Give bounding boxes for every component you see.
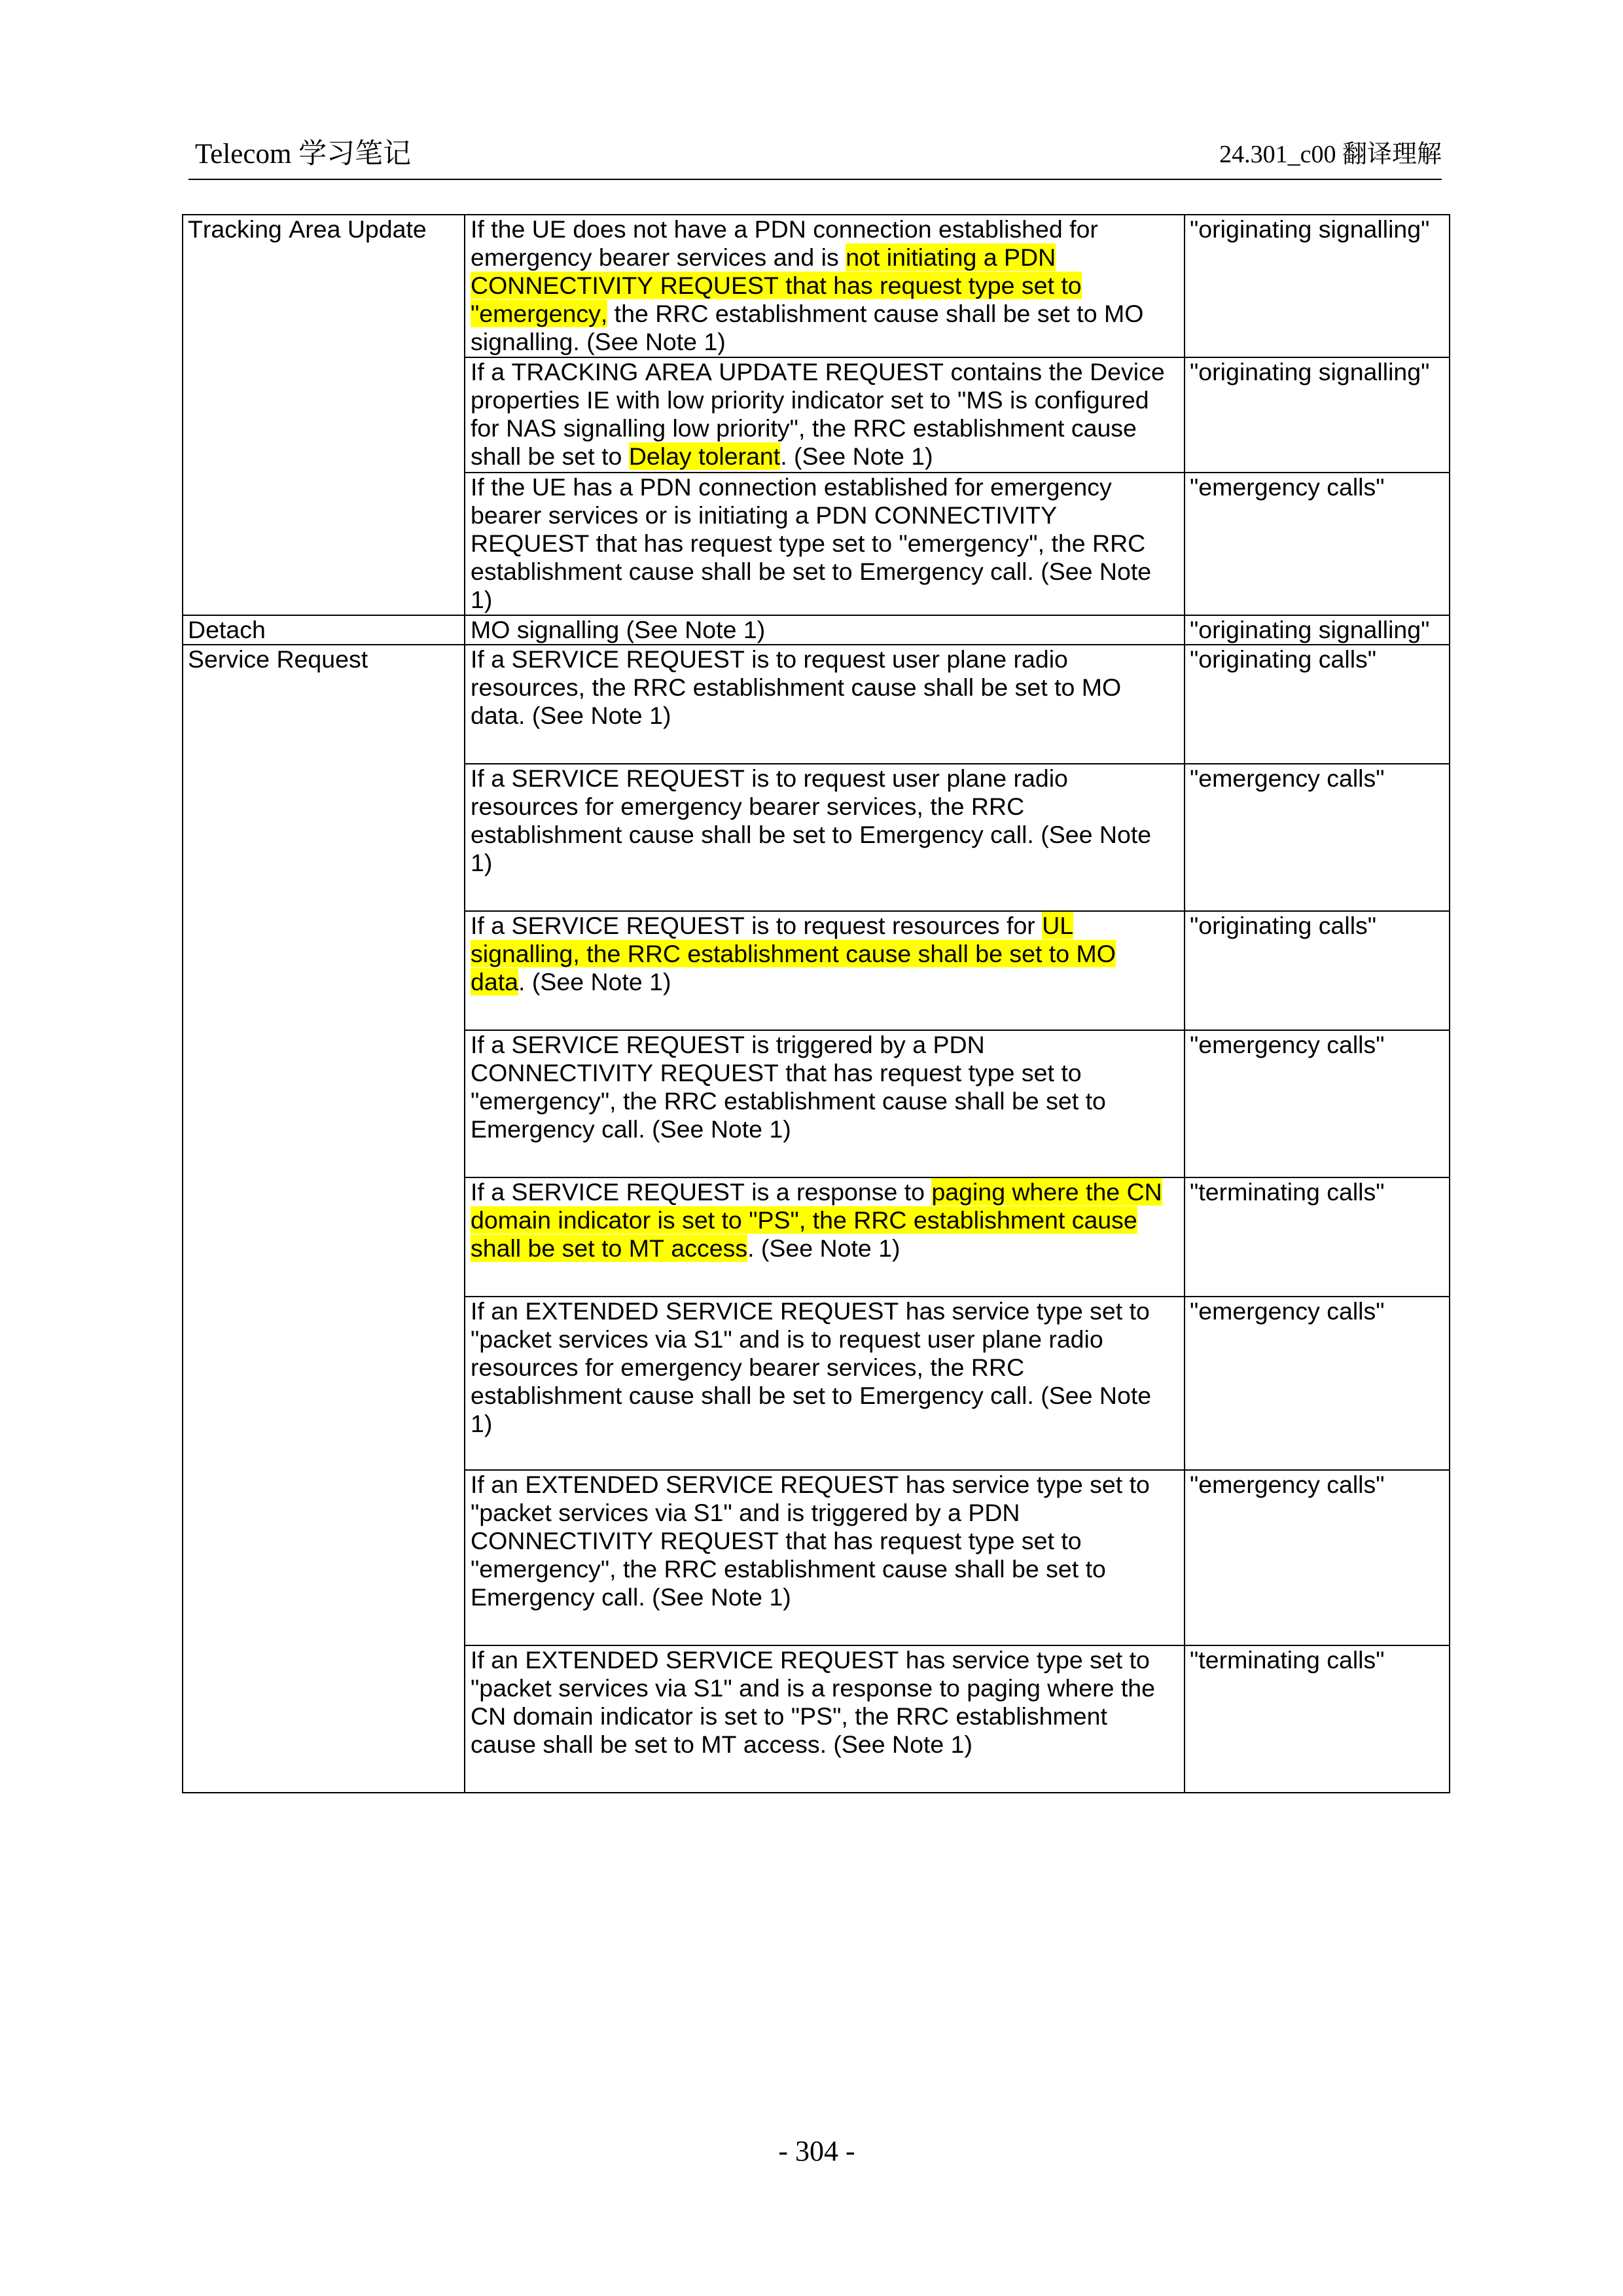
condition-text: the RRC establishment cause shall be set to MO signalling. (See Note 1) xyxy=(471,300,1144,355)
establishment-cause: "emergency calls" xyxy=(1190,1297,1385,1325)
condition-cell xyxy=(465,358,1185,473)
establishment-cause-cell xyxy=(1185,215,1450,358)
condition-text: If an EXTENDED SERVICE REQUEST has service type set to "packet services via S1" and is to request user plane radio resources for emergency bearer services, the RRC establishment cause shall be set to Emergency call. (See Note 1) xyxy=(471,1297,1152,1437)
condition-text: If a TRACKING AREA UPDATE REQUEST contains the Device properties IE with low priority indicator set to "MS is configured for NAS signalling low priority", the RRC establishment cause shall be set to xyxy=(471,358,1165,470)
condition-cell xyxy=(465,1471,1185,1646)
establishment-cause-cell xyxy=(1185,1178,1450,1297)
establishment-cause-cell xyxy=(1185,616,1450,645)
procedure-name: Tracking Area Update xyxy=(188,215,427,243)
highlighted-text: UL signalling, the RRC establishment cause shall be set to MO data xyxy=(471,912,1116,996)
condition-text: If a SERVICE REQUEST is to request user plane radio resources, the RRC establishment cause shall be set to MO data. (See Note 1) xyxy=(471,645,1122,729)
condition-text: . (See Note 1) xyxy=(518,968,671,996)
condition-text: MO signalling (See Note 1) xyxy=(471,616,766,643)
header-rule xyxy=(188,179,1442,180)
establishment-cause: "terminating calls" xyxy=(1190,1178,1385,1206)
condition-cell xyxy=(465,645,1185,764)
condition-cell xyxy=(465,616,1185,645)
establishment-cause: "originating calls" xyxy=(1190,912,1377,939)
condition-text: If a SERVICE REQUEST is to request resources for xyxy=(471,912,1043,939)
rrc-establishment-cause-table xyxy=(182,214,1450,1793)
condition-cell xyxy=(465,1178,1185,1297)
condition-cell xyxy=(465,1297,1185,1471)
condition-cell xyxy=(465,215,1185,358)
condition-text: . (See Note 1) xyxy=(780,442,933,470)
running-header-title: Telecom 学习笔记 xyxy=(195,139,412,170)
highlighted-text: paging where the CN domain indicator is set to "PS", the RRC establishment cause shall be set to MT access xyxy=(471,1178,1162,1262)
condition-cell xyxy=(465,1646,1185,1793)
condition-text: If a SERVICE REQUEST is to request user plane radio resources for emergency bearer services, the RRC establishment cause shall be set to Emergency call. (See Note 1) xyxy=(471,764,1152,876)
establishment-cause: "emergency calls" xyxy=(1190,764,1385,792)
condition-text: If an EXTENDED SERVICE REQUEST has service type set to "packet services via S1" and is triggered by a PDN CONNECTIVITY REQUEST that has request type set to "emergency", the RRC establishment cause shall be set to Emergency call. (See Note 1) xyxy=(471,1471,1150,1611)
condition-text: . (See Note 1) xyxy=(747,1234,901,1262)
establishment-cause-cell xyxy=(1185,1646,1450,1793)
establishment-cause: "terminating calls" xyxy=(1190,1646,1385,1674)
procedure-cell xyxy=(183,215,465,616)
establishment-cause: "emergency calls" xyxy=(1190,1471,1385,1498)
running-header-doc-ref: 24.301_c00 翻译理解 xyxy=(1219,141,1442,168)
establishment-cause-cell xyxy=(1185,358,1450,473)
establishment-cause: "emergency calls" xyxy=(1190,473,1385,501)
establishment-cause: "originating signalling" xyxy=(1190,215,1430,243)
procedure-cell xyxy=(183,645,465,1793)
condition-text: If a SERVICE REQUEST is a response to xyxy=(471,1178,932,1206)
establishment-cause-cell xyxy=(1185,1031,1450,1178)
condition-cell xyxy=(465,473,1185,616)
page-number: - 304 - xyxy=(778,2135,855,2167)
procedure-name: Service Request xyxy=(188,645,368,673)
establishment-cause: "emergency calls" xyxy=(1190,1031,1385,1058)
condition-text: If a SERVICE REQUEST is triggered by a PDN CONNECTIVITY REQUEST that has request type set to "emergency", the RRC establishment cause shall be set to Emergency call. (See Note 1) xyxy=(471,1031,1106,1143)
establishment-cause: "originating calls" xyxy=(1190,645,1377,673)
condition-text: If an EXTENDED SERVICE REQUEST has service type set to "packet services via S1" and is a response to paging where the CN domain indicator is set to "PS", the RRC establishment cause shall be set to MT access. (See Note 1) xyxy=(471,1646,1155,1758)
establishment-cause-cell xyxy=(1185,645,1450,764)
establishment-cause-cell xyxy=(1185,1471,1450,1646)
condition-text: If the UE does not have a PDN connection established for emergency bearer services and is xyxy=(471,215,1098,271)
establishment-cause-cell xyxy=(1185,912,1450,1031)
procedure-name: Detach xyxy=(188,616,266,643)
establishment-cause-cell xyxy=(1185,1297,1450,1471)
establishment-cause-cell xyxy=(1185,473,1450,616)
highlighted-text: not initiating a PDN CONNECTIVITY REQUEST that has request type set to "emergency, xyxy=(471,243,1082,327)
establishment-cause: "originating signalling" xyxy=(1190,616,1430,643)
condition-cell xyxy=(465,912,1185,1031)
condition-cell xyxy=(465,764,1185,912)
establishment-cause: "originating signalling" xyxy=(1190,358,1430,386)
procedure-cell xyxy=(183,616,465,645)
establishment-cause-cell xyxy=(1185,764,1450,912)
highlighted-text: Delay tolerant xyxy=(628,442,781,470)
condition-text: If the UE has a PDN connection established for emergency bearer services or is initiating a PDN CONNECTIVITY REQUEST that has request type set to "emergency", the RRC establishment cause shall be set to Emergency call. (See Note 1) xyxy=(471,473,1152,613)
condition-cell xyxy=(465,1031,1185,1178)
